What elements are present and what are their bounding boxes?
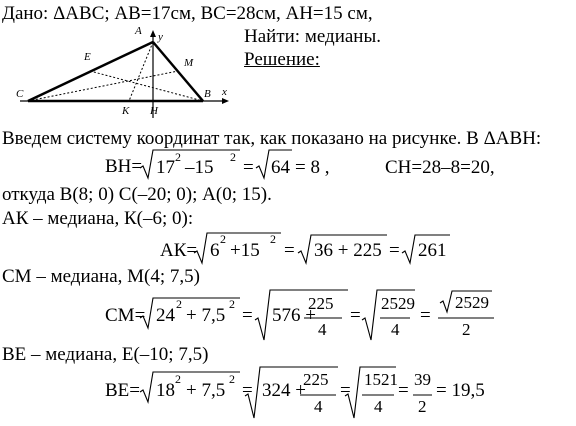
be-num3: 39 <box>414 370 431 389</box>
bh-lhs: ВН= <box>105 156 143 177</box>
ak-root2: 261 <box>418 240 447 261</box>
be-a: 18 <box>156 380 175 401</box>
cm-a: 24 <box>156 305 175 326</box>
find-line: Найти: медианы. <box>244 26 381 47</box>
ak-exp2: 2 <box>270 232 276 246</box>
y-axis-arrow <box>150 30 156 37</box>
label-h: H <box>150 105 158 117</box>
ak-heading: АК – медиана, К(–6; 0): <box>2 208 194 229</box>
median-be <box>90 71 203 101</box>
ak-exp1: 2 <box>220 232 226 246</box>
be-num2: 1521 <box>364 370 398 389</box>
be-exp1: 2 <box>175 372 181 386</box>
be-eq1: = <box>242 380 253 401</box>
ak-eq1: = <box>284 240 295 261</box>
label-b: B <box>204 88 211 100</box>
bh-result: = 8 , <box>295 157 330 178</box>
bh-exp2: 2 <box>230 150 236 164</box>
be-den3: 2 <box>418 397 427 416</box>
cm-num2: 2529 <box>381 294 415 313</box>
coords-line: откуда В(8; 0) С(–20; 0); А(0; 15). <box>2 184 272 205</box>
cm-den3: 2 <box>462 320 471 339</box>
be-den2: 4 <box>374 397 383 416</box>
label-e: E <box>84 51 91 63</box>
cm-eq3: = <box>420 305 431 326</box>
cm-den1: 4 <box>318 320 327 339</box>
cm-op: + 7,5 <box>186 305 226 326</box>
ak-a: 6 <box>210 240 220 261</box>
label-m: M <box>184 57 194 69</box>
ak-op: +15 <box>230 240 260 261</box>
ak-eq2: = <box>389 240 400 261</box>
cm-heading: СМ – медиана, М(4; 7,5) <box>2 266 200 287</box>
bh-eq: = <box>243 157 254 178</box>
cm-eq1: = <box>242 305 253 326</box>
ch-line: СН=28–8=20, <box>385 157 495 178</box>
cm-num3: 2529 <box>455 293 489 312</box>
cm-exp2: 2 <box>229 297 235 311</box>
label-x: x <box>222 86 227 98</box>
be-result: = 19,5 <box>436 380 485 401</box>
ak-root1: 36 + 225 <box>314 240 382 261</box>
label-y: y <box>158 31 163 43</box>
cm-root-a: 576 + <box>272 305 316 326</box>
cm-lhs: СМ= <box>105 305 146 326</box>
be-eq2: = <box>340 380 351 401</box>
be-op: + 7,5 <box>186 380 226 401</box>
cm-num1: 225 <box>308 294 334 313</box>
label-c: C <box>16 88 24 100</box>
x-axis-arrow <box>222 98 229 104</box>
intro-line: Введем систему координат так, как показано на рисунке. В ΔАВН: <box>2 128 542 149</box>
bh-a: 17 <box>156 157 175 178</box>
be-den1: 4 <box>314 397 323 416</box>
be-root-a: 324 + <box>262 380 306 401</box>
cm-eq2: = <box>350 305 361 326</box>
label-k: K <box>122 105 130 117</box>
be-eq3: = <box>398 380 409 401</box>
cm-exp1: 2 <box>176 297 182 311</box>
bh-op: –15 <box>185 157 214 178</box>
be-exp2: 2 <box>229 372 235 386</box>
be-num1: 225 <box>303 370 329 389</box>
be-heading: ВЕ – медиана, Е(–10; 7,5) <box>2 344 209 365</box>
median-cm <box>28 71 178 101</box>
ak-lhs: АК= <box>160 240 198 261</box>
label-a: A <box>135 25 142 37</box>
bh-root: 64 <box>271 157 290 178</box>
cm-den2: 4 <box>391 320 400 339</box>
be-lhs: ВЕ= <box>105 380 140 401</box>
bh-exp1: 2 <box>175 150 181 164</box>
given-line: Дано: ΔАВС; АВ=17см, ВС=28см, АН=15 см, <box>2 3 373 24</box>
solution-heading: Решение: <box>244 49 320 70</box>
